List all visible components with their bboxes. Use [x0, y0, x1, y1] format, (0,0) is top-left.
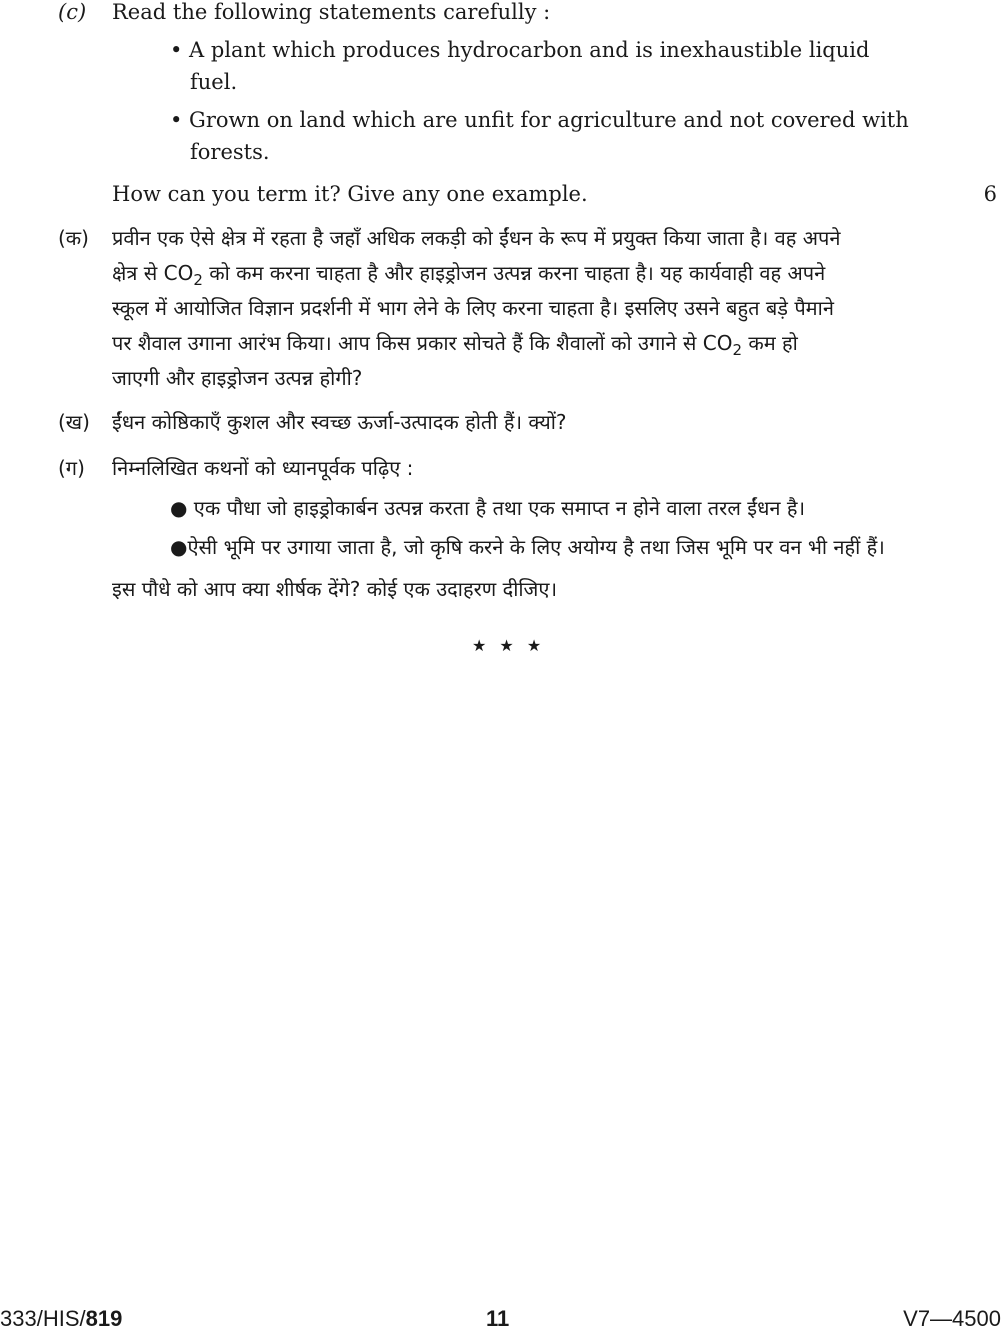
question-ka-line4	[112, 329, 798, 359]
series-code: V7—4500	[903, 1306, 1001, 1331]
ga-bullet-1: ● एक पौधा जो हाइड्रोकार्बन उत्पन्न करता है तथा एक समाप्त न होने वाला तरल ईंधन है।	[170, 496, 806, 520]
bullet-1-line2: fuel.	[190, 70, 238, 94]
question-ga-intro: निम्नलिखित कथनों को ध्यानपूर्वक पढ़िए :	[112, 456, 414, 480]
question-kha-label: (ख)	[58, 410, 90, 434]
question-ka-line5: जाएगी और हाइड्रोजन उत्पन्न होगी?	[112, 366, 363, 390]
question-ga-label: (ग)	[58, 456, 85, 480]
bullet-2-line1: • Grown on land which are unfit for agriculture and not covered with	[170, 108, 909, 132]
question-ka-line1: प्रवीन एक ऐसे क्षेत्र में रहता है जहाँ अधिक लकड़ी को ईंधन के रूप में प्रयुक्त किया जाता है। वह अपने	[112, 226, 841, 250]
bullet-2-line2: forests.	[190, 140, 270, 164]
ga-bullet-2: ●ऐसी भूमि पर उगाया जाता है, जो कृषि करने के लिए अयोग्य है तथा जिस भूमि पर वन भी नहीं हैं।	[170, 535, 885, 559]
bullet-1-line1: • A plant which produces hydrocarbon and is inexhaustible liquid	[170, 38, 870, 62]
question-ka-label: (क)	[58, 226, 89, 250]
question-ka-line3: स्कूल में आयोजित विज्ञान प्रदर्शनी में भाग लेने के लिए करना चाहता है। इसलिए उसने बहुत बड़े पैमाने	[112, 296, 834, 320]
ka-line2-part-b: को कम करना चाहता है और हाइड्रोजन उत्पन्न करना चाहता है। यह कार्यवाही वह अपने	[202, 261, 826, 285]
end-of-paper-stars: ★ ★ ★	[472, 636, 546, 655]
ka-line4-part-b: कम हो	[742, 331, 798, 355]
question-c-label: (c)	[58, 0, 87, 24]
question-ga-text: इस पौधे को आप क्या शीर्षक देंगे? कोई एक उदाहरण दीजिए।	[112, 577, 558, 601]
paper-code	[0, 1306, 122, 1332]
question-c-intro: Read the following statements carefully :	[112, 0, 551, 24]
ka-line2-part-a: क्षेत्र से CO	[112, 261, 194, 285]
question-kha-text: ईंधन कोष्ठिकाएँ कुशल और स्वच्छ ऊर्जा-उत्पादक होती हैं। क्यों?	[112, 410, 567, 434]
paper-code-prefix: 333/HIS/	[0, 1306, 86, 1331]
question-ka-line2	[112, 259, 825, 289]
paper-code-number: 819	[85, 1306, 123, 1331]
page-number: 11	[486, 1306, 510, 1331]
ka-line4-part-a: पर शैवाल उगाना आरंभ किया। आप किस प्रकार सोचते हैं कि शैवालों को उगाने से CO	[112, 331, 733, 355]
ka-line4-subscript: 2	[732, 341, 742, 359]
ka-line2-subscript: 2	[193, 271, 203, 289]
question-c-text: How can you term it? Give any one example.	[112, 182, 588, 206]
marks-value: 6	[983, 182, 997, 206]
